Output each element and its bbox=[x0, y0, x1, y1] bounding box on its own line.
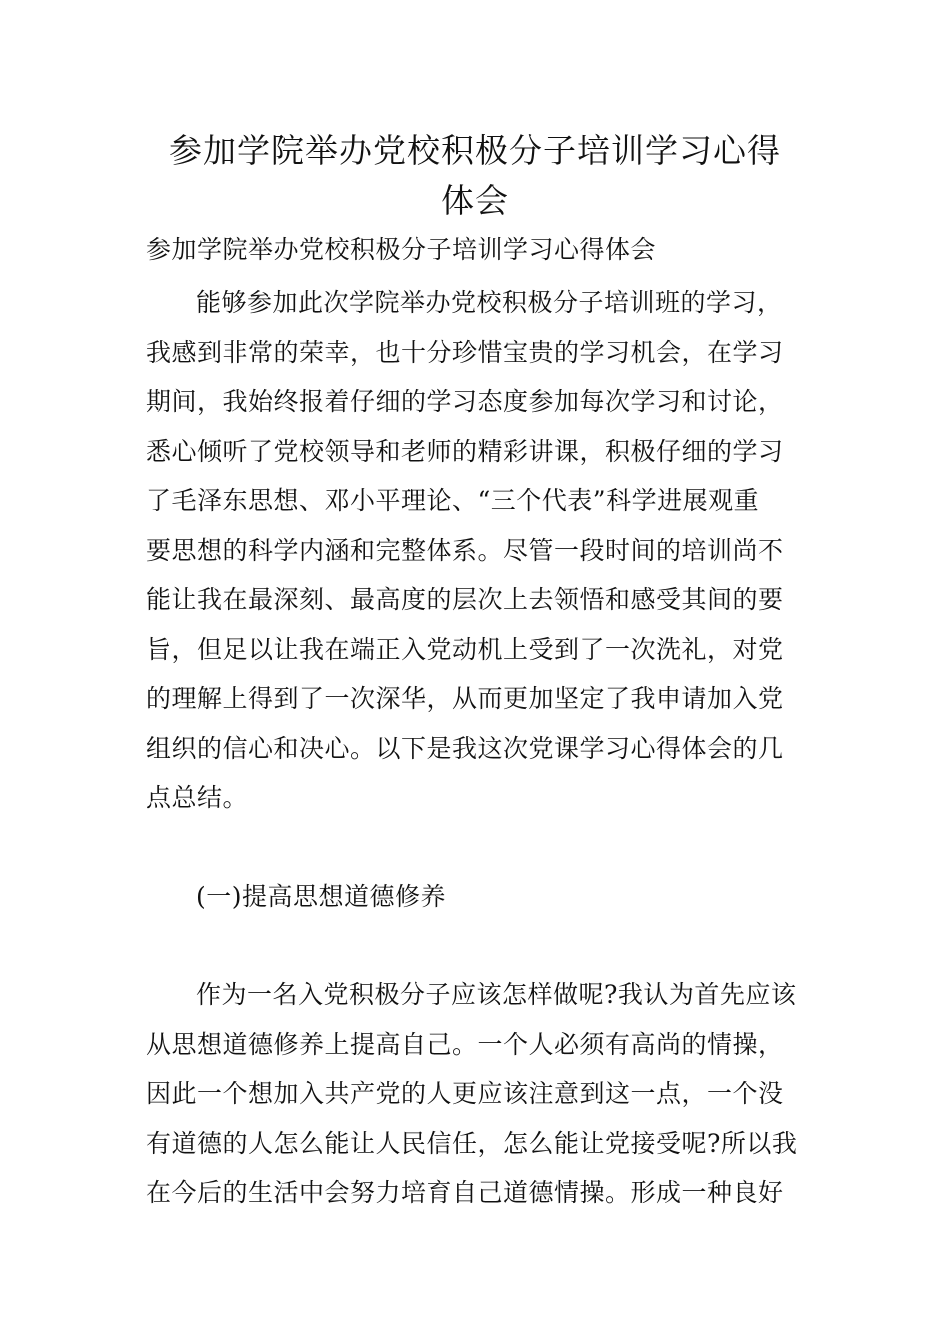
paragraph-line: 要思想的科学内涵和完整体系。尽管一段时间的培训尚不 bbox=[146, 535, 784, 565]
paragraph-line: 能够参加此次学院举办党校积极分子培训班的学习， bbox=[196, 288, 783, 317]
paragraph-line: 我感到非常的荣幸，也十分珍惜宝贵的学习机会，在学习 bbox=[146, 337, 784, 367]
paragraph-line: 有道德的人怎么能让人民信任，怎么能让党接受呢?所以我 bbox=[146, 1128, 798, 1158]
document-title-line-2: 体会 bbox=[441, 181, 509, 220]
paragraph-line: 悉心倾听了党校领导和老师的精彩讲课，积极仔细的学习 bbox=[146, 436, 784, 466]
paragraph-line: 期间，我始终报着仔细的学习态度参加每次学习和讨论， bbox=[146, 387, 784, 416]
paragraph-line: 作为一名入党积极分子应该怎样做呢?我认为首先应该 bbox=[196, 980, 797, 1009]
paragraph-line: 的理解上得到了一次深华，从而更加坚定了我申请加入党 bbox=[146, 684, 784, 713]
paragraph-line: 从思想道德修养上提高自己。一个人必须有高尚的情操， bbox=[146, 1029, 784, 1059]
paragraph-line: 因此一个想加入共产党的人更应该注意到这一点，一个没 bbox=[146, 1079, 784, 1108]
paragraph-line: 旨，但足以让我在端正入党动机上受到了一次洗礼，对党 bbox=[146, 634, 784, 664]
paragraph-line: 能让我在最深刻、最高度的层次上去领悟和感受其间的要 bbox=[146, 585, 784, 614]
paragraph-line: 了毛泽东思想、邓小平理论、“三个代表”科学进展观重 bbox=[146, 486, 760, 515]
paragraph-line: 在今后的生活中会努力培育自己道德情操。形成一种良好 bbox=[146, 1178, 784, 1207]
paragraph-section-1 bbox=[146, 970, 816, 1218]
paragraph-intro bbox=[146, 278, 816, 823]
paragraph-line: 点总结。 bbox=[146, 783, 249, 812]
paragraph-line: 组织的信心和决心。以下是我这次党课学习心得体会的几 bbox=[146, 733, 784, 763]
document-title-line-1: 参加学院举办党校积极分子培训学习心得 bbox=[169, 131, 781, 170]
document-subtitle: 参加学院举办党校积极分子培训学习心得体会 bbox=[146, 235, 657, 264]
section-heading: (一)提高思想道德修养 bbox=[196, 882, 447, 911]
